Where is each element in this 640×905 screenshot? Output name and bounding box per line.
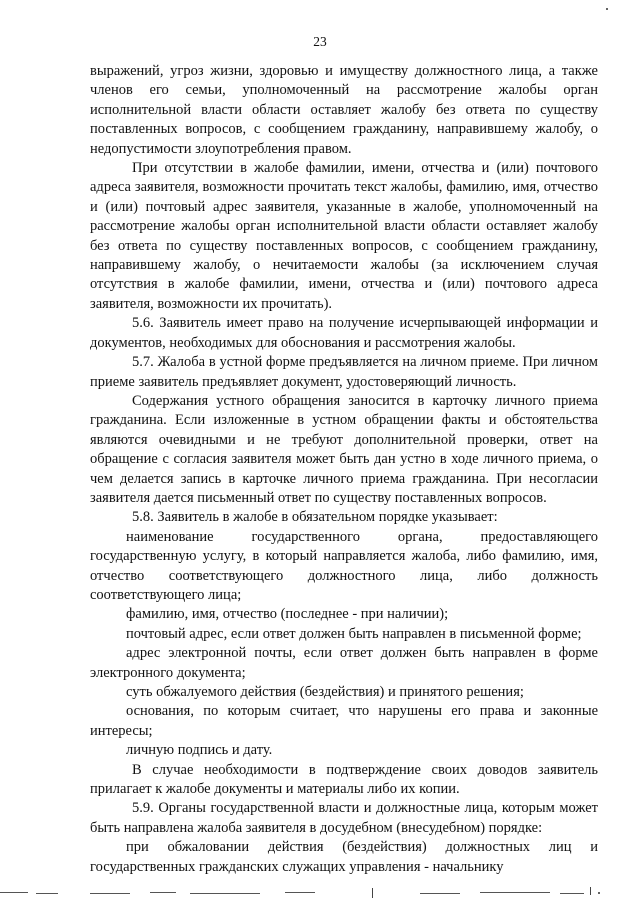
paragraph-5-7: 5.7. Жалоба в устной форме предъявляется на личном приеме. При личном приеме заявитель предъявляет документ, удостоверяющий личность. — [90, 354, 598, 390]
scan-artifact-dot — [606, 8, 608, 10]
list-item-full-name: фамилию, имя, отчество (последнее - при наличии); — [126, 606, 449, 623]
scan-artifact-dot — [598, 892, 600, 894]
scan-artifact-line — [90, 893, 130, 894]
scan-artifact-line — [560, 893, 584, 894]
list-item-appeal-officials: при обжаловании действия (бездействия) должностных лиц и государственных гражданских служащих управления - начальнику — [90, 839, 598, 875]
paragraph-attachments: В случае необходимости в подтверждение своих доводов заявитель прилагает к жалобе документы и материалы либо их копии. — [90, 761, 598, 798]
list-item-authority-name: наименование государственного органа, предоставляющего государственную услугу, в который направляется жалоба, либо фамилию, имя, отчество соответствующего должностного лица, либо должность соответствующего лица; — [90, 528, 598, 603]
paragraph-5-9: 5.9. Органы государственной власти и должностные лица, которым может быть направлена жалоба заявителя в досудебном (внесудебном) порядке: — [90, 800, 598, 836]
paragraph-5-6: 5.6. Заявитель имеет право на получение исчерпывающей информации и документов, необходимых для обоснования и рассмотрения жалобы. — [90, 315, 598, 351]
paragraph-2: При отсутствии в жалобе фамилии, имени, отчества и (или) почтового адреса заявителя, возможности прочитать текст жалобы, фамилию, имя, отчество и (или) почтовый адрес заявителя, указанные в жалобе, уполномоченный на рассмотрение жалобы орган исполнительной власти области оставляет жалобу без ответа по существу поставленных вопросов, с сообщением гражданину, направившему жалобу, о нечитаемости жалобы (за исключением случая отсутствия в жалобе фамилии, имени, отчества и (или) почтового адреса заявителя, возможности их прочитать). — [90, 160, 598, 312]
list-item-grounds: основания, по которым считает, что нарушены его права и законные интересы; — [90, 703, 598, 739]
paragraph-1: выражений, угроз жизни, здоровью и имуществу должностного лица, а также членов его семьи, уполномоченный на рассмотрение жалобы орган исполнительной власти области оставляет жалобу без ответа по существу поставленных вопросов, с сообщением гражданину, направившему жалобу, о недопустимости злоупотребления правом. — [90, 63, 598, 157]
scan-artifact-line — [420, 893, 460, 894]
scan-artifact-tick — [372, 888, 373, 898]
document-body — [90, 62, 598, 877]
page-number: 23 — [313, 34, 327, 49]
list-item-essence: суть обжалуемого действия (бездействия) и принятого решения; — [126, 684, 524, 700]
scan-artifact-line — [150, 892, 176, 893]
scan-artifact-line — [285, 892, 315, 893]
scan-artifact-tick — [590, 887, 591, 895]
paragraph-oral-content: Содержания устного обращения заносится в карточку личного приема гражданина. Если изложенные в устном обращении факты и обстоятельства являются очевидными и не требуют дополнительной проверки, ответ на обращение с согласия заявителя может быть дан устно в ходе личного приема, о чем делается запись в карточке личного приема гражданина. При несогласии заявителя дается письменный ответ по существу поставленных вопросов. — [90, 392, 598, 506]
scan-artifact-line — [480, 892, 550, 893]
paragraph-5-8: 5.8. Заявитель в жалобе в обязательном порядке указывает: — [132, 509, 498, 526]
list-item-postal-address: почтовый адрес, если ответ должен быть направлен в письменной форме; — [126, 625, 582, 642]
scan-artifact-line — [36, 893, 58, 894]
scan-artifact-line — [0, 892, 28, 893]
list-item-email-address: адрес электронной почты, если ответ должен быть направлен в форме электронного документа; — [90, 645, 598, 681]
list-item-signature: личную подпись и дату. — [126, 742, 273, 759]
scan-artifact-line — [190, 893, 260, 894]
